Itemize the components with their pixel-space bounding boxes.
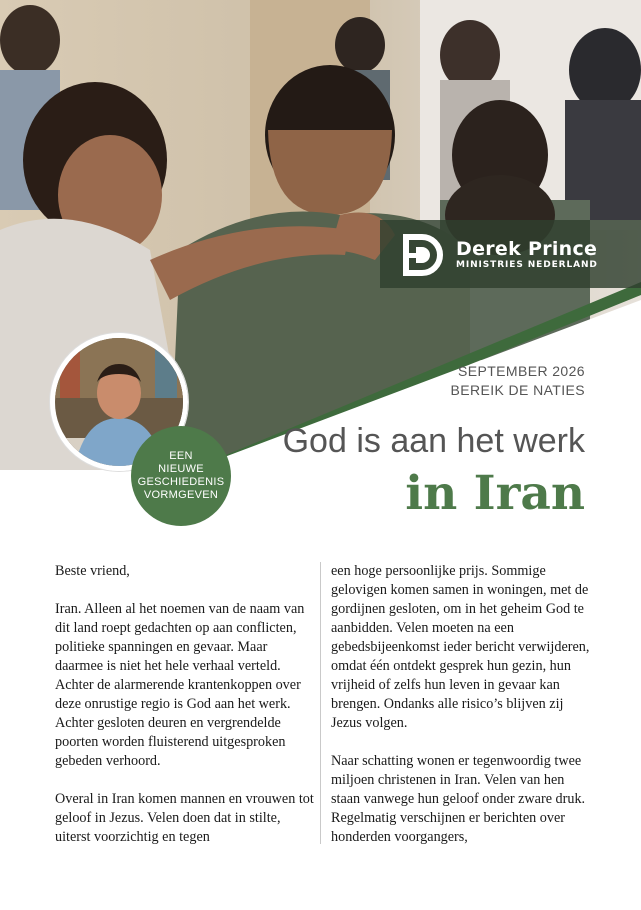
dp-logo-icon <box>400 233 444 277</box>
badge-line: GESCHIEDENIS <box>137 476 225 488</box>
issue-series: BEREIK DE NATIES <box>450 382 585 398</box>
letter-paragraph: Overal in Iran komen mannen en vrouwen tot geloof in Jezus. Velen doen dat in stilte, uiterst voorzichtig en tegen <box>55 791 314 845</box>
page-title-emphasis: in Iran <box>405 466 585 521</box>
brand-name: Derek Prince <box>456 238 598 260</box>
page-title: God is aan het werk <box>282 422 585 460</box>
badge-line: EEN <box>169 450 193 462</box>
letter-paragraph: Naar schatting wonen er tegenwoordig twee miljoen christenen in Iran. Velen van hen staan vanwege hun geloof onder zware druk. Regelmatig verschijnen er berichten over honderden voorgangers, <box>331 753 586 845</box>
tagline-badge <box>131 426 231 526</box>
brand-subtitle: MINISTRIES NEDERLAND <box>456 260 598 270</box>
letter-column-right <box>331 562 593 866</box>
column-divider <box>320 562 321 844</box>
brand-logo <box>390 222 641 288</box>
issue-meta <box>450 362 585 400</box>
letter-paragraph: Iran. Alleen al het noemen van de naam van dit land roept gedachten op aan conflicten, politieke spanningen en gevaar. Maar daarmee is niet het hele verhaal verteld. Achter de alarmerende krantenkoppen over deze onrustige regio is God aan het werk. Achter gesloten deuren en vergrendelde poorten worden fluisterend uitgesproken gebeden verhoord. <box>55 601 305 769</box>
badge-line: VORMGEVEN <box>143 489 219 501</box>
letter-greeting: Beste vriend, <box>55 563 130 579</box>
letter-paragraph: een hoge persoonlijke prijs. Sommige gelovigen komen samen in woningen, met de gordijnen gesloten, om in het geheim God te aanbidden. Velen moeten na een gebedsbijeenkomst ieder bericht verwijderen, omdat één ontdekt gesprek hun gezin, hun vrijheid of zelfs hun leven in gevaar kan brengen. Ondanks alle risico’s blijven zij Jezus volgen. <box>331 563 590 731</box>
issue-date: SEPTEMBER 2026 <box>458 363 585 379</box>
badge-line: NIEUWE <box>158 463 204 475</box>
letter-column-left <box>55 562 317 866</box>
